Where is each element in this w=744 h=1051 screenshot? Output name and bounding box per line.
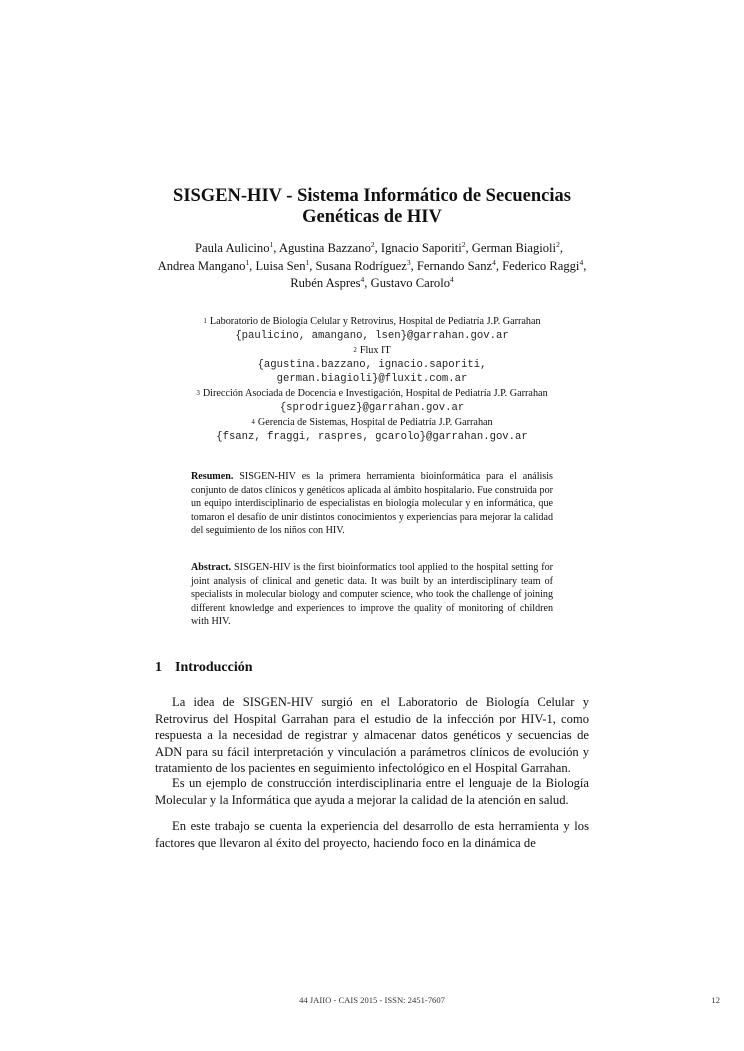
resumen-block xyxy=(191,470,553,538)
body-paragraph: En este trabajo se cuenta la experiencia del desarrollo de esta herramienta y los factores que llevaron al éxito del proyecto, haciendo foco en la dinámica de xyxy=(155,819,589,850)
title-line-2: Genéticas de HIV xyxy=(302,207,442,227)
section-heading xyxy=(155,660,253,676)
author: Rubén Aspres$^4$ xyxy=(290,275,365,290)
page-footer: 44 JAIIO - CAIS 2015 - ISSN: 2451-7607 xyxy=(299,995,445,1005)
body-paragraph: Es un ejemplo de construcción interdisciplinaria entre el lenguaje de la Biología Molecular y la Informática que ayuda a mejorar la calidad de la atención en salud. xyxy=(155,776,589,807)
author: Federico Raggi$^4$ xyxy=(502,257,584,273)
abstract-block xyxy=(191,561,553,629)
author: Paula Aulicino$^1$ xyxy=(195,240,274,255)
author-list: Paula Aulicino$^1$, Agustina Bazzano$^2$, Ignacio Saporiti$^2$, German Biagioli$^2$, Andrea Mangano$^1$, Luisa Sen$^1$, Susana Rodríguez$^3$, Fernando Sanz$^4$, Federico Raggi$^4$, Rubén Aspres$^4$, Gustavo Carolo$^4$ xyxy=(157,240,587,290)
section-title: Introducción xyxy=(175,660,253,675)
paper-title xyxy=(150,186,594,228)
affiliation-3: 3 Dirección Asociada de Docencia e Investigación, Hospital de Pediatría J.P. Garrahan xyxy=(196,388,548,399)
author: Fernando Sanz$^4$ xyxy=(416,257,496,273)
author: Gustavo Carolo$^4$ xyxy=(370,275,454,290)
affiliation-4-email: {fsanz, fraggi, raspres, gcarolo}@garrahan.gov.ar xyxy=(216,431,528,443)
abstract-label: Abstract. xyxy=(191,562,232,573)
section-number: 1 xyxy=(155,660,162,675)
body-paragraph: La idea de SISGEN-HIV surgió en el Laboratorio de Biología Celular y Retrovirus del Hospital Garrahan para el estudio de la infección por HIV-1, como respuesta a la necesidad de registrar y almacenar datos genéticos y secuencias de ADN para su fácil interpretación y vinculación a parámetros clínicos de evolución y tratamiento de los pacientes en seguimiento infectológico en el Hospital Garrahan. xyxy=(155,695,589,776)
resumen-text: SISGEN-HIV es la primera herramienta bioinformática para el análisis conjunto de datos clínicos y genéticos aplicada al ámbito hospitalario. Fue construida por un equipo interdisciplinario de especialistas en biología molecular y en informática, que tomaron el desafío de unir distintos conocimientos y experiencias para mejorar la calidad del seguimiento de los niños con HIV. xyxy=(191,471,553,537)
title-line-1: SISGEN-HIV - Sistema Informático de Secuencias xyxy=(173,186,571,206)
author: German Biagioli$^2$ xyxy=(471,240,560,255)
author: Susana Rodríguez$^3$ xyxy=(315,257,411,273)
affiliation-1-email: {paulicino, amangano, lsen}@garrahan.gov.ar xyxy=(235,330,509,342)
author: Agustina Bazzano$^2$ xyxy=(278,240,375,255)
page-number: 12 xyxy=(711,995,720,1005)
affiliation-2-email: {agustina.bazzano, ignacio.saporiti, xyxy=(257,359,487,371)
abstract-text: SISGEN-HIV is the first bioinformatics tool applied to the hospital setting for joint analysis of clinical and genetic data. It was built by an interdisciplinary team of specialists in molecular biology and computer science, who took the challenge of joining different knowledge and experiences to improve the quality of monitoring of children with HIV. xyxy=(191,562,553,628)
affiliation-2: 2 Flux IT xyxy=(353,345,391,356)
affiliation-list xyxy=(155,314,589,444)
affiliation-2-email: german.biagioli}@fluxit.com.ar xyxy=(276,373,468,385)
affiliation-4: 4 Gerencia de Sistemas, Hospital de Pediatría J.P. Garrahan xyxy=(251,417,493,428)
author: Andrea Mangano$^1$ xyxy=(157,257,250,273)
affiliation-1: 1 Laboratorio de Biología Celular y Retrovirus, Hospital de Pediatría J.P. Garrahan xyxy=(203,316,541,327)
author: Luisa Sen$^1$ xyxy=(255,257,310,273)
resumen-label: Resumen. xyxy=(191,471,234,482)
affiliation-3-email: {sprodriguez}@garrahan.gov.ar xyxy=(279,402,465,414)
author: Ignacio Saporiti$^2$ xyxy=(380,240,466,255)
